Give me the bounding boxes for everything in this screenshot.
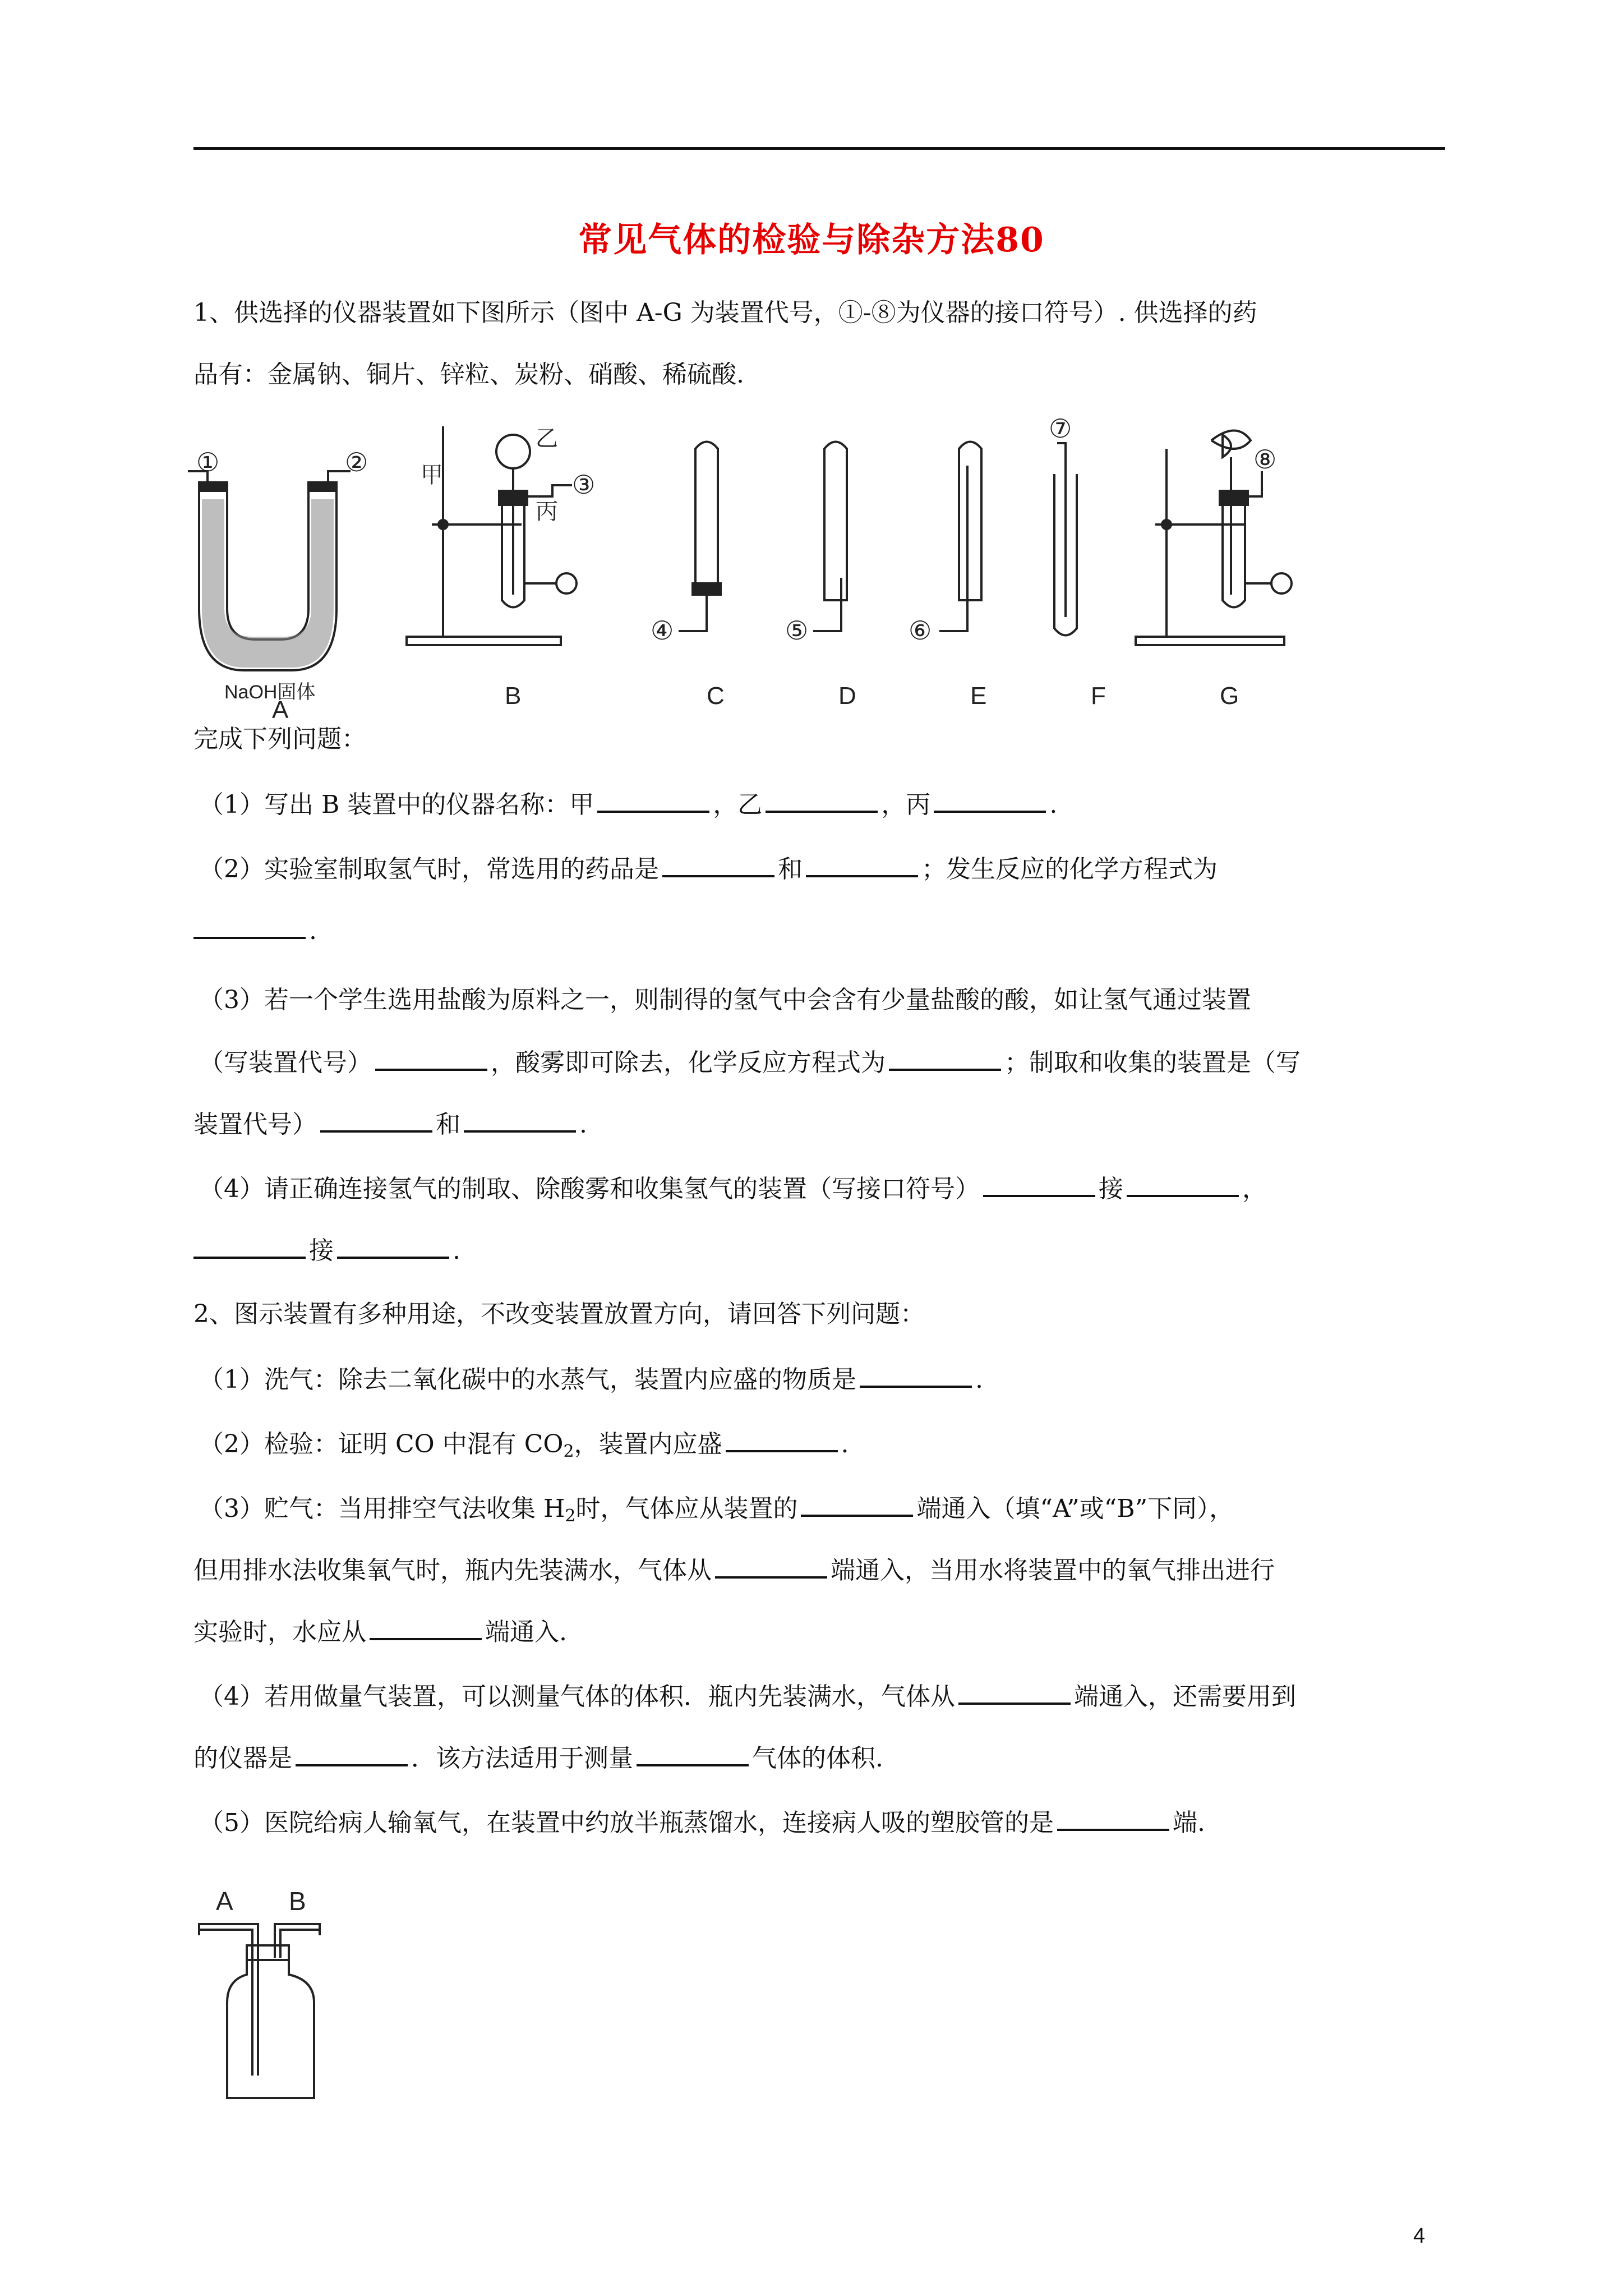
label-c: C: [707, 682, 725, 710]
blank-equation-1[interactable]: [193, 914, 306, 939]
label-a: A: [272, 696, 289, 718]
apparatus-a-u-tube: [188, 471, 351, 670]
port-7: ⑦: [1049, 415, 1072, 443]
gas-bottle-figure: [193, 1885, 339, 2109]
label-d: D: [838, 682, 856, 710]
blank-q2-4a[interactable]: [958, 1680, 1071, 1705]
blank-q2-4c[interactable]: [637, 1742, 749, 1766]
blank-port-3[interactable]: [193, 1234, 306, 1259]
co2-subscript: 2: [563, 1442, 574, 1461]
q2-part5-text-b: 端.: [1173, 1809, 1205, 1837]
q2-part3-line2: [193, 1554, 1445, 1586]
apparatus-e-tube: [939, 442, 981, 632]
q2-part5: [199, 1806, 1451, 1839]
apparatus-b-stand: [407, 426, 577, 645]
q1-part3-text-e: 和: [436, 1110, 460, 1139]
q1-part1-text-c: ，丙: [881, 790, 931, 819]
q2-part2-text-a: （2）检验：证明 CO 中混有 CO: [199, 1430, 564, 1458]
blank-device[interactable]: [375, 1046, 487, 1071]
apparatus-figure: [185, 415, 1295, 718]
q2-part5-text-a: （5）医院给病人输氧气，在装置中约放半瓶蒸馏水，连接病人吸的塑胶管的是: [199, 1809, 1054, 1837]
q1-part2-text-a: （2）实验室制取氢气时，常选用的药品是: [199, 855, 659, 884]
q2-part4-line1: [199, 1680, 1451, 1713]
q1-part4-text-b: 接: [1099, 1175, 1123, 1203]
q1-part3-text-d: 装置代号）: [193, 1110, 317, 1139]
q1-part1-text-d: .: [1049, 790, 1058, 819]
q1-part2-end: .: [309, 917, 317, 945]
q2-part2: [199, 1428, 1451, 1467]
blank-port-4[interactable]: [337, 1234, 449, 1259]
bottle-label-a: A: [216, 1887, 233, 1916]
label-g: G: [1220, 682, 1239, 710]
apparatus-c-tube: [679, 442, 721, 632]
q1-part3-line1: （3）若一个学生选用盐酸为原料之一，则制得的氢气中会含有少量盐酸的酸，如让氢气通过装置: [199, 986, 1251, 1014]
q2-part1-text-b: .: [975, 1365, 983, 1394]
blank-collect-device[interactable]: [464, 1108, 576, 1133]
q2-part3-line3: [193, 1616, 1445, 1648]
q1-part2-text-c: ；发生反应的化学方程式为: [921, 855, 1218, 884]
q2-part3-text-c: 端通入（填“A”或“B”下同），: [916, 1494, 1234, 1523]
q2-part4-text-d: ．该方法适用于测量: [411, 1744, 633, 1773]
blank-port-2[interactable]: [1127, 1172, 1239, 1197]
q1-part2-text-b: 和: [778, 855, 803, 884]
q1-line1: 1、供选择的仪器装置如下图所示（图中 A-G 为装置代号，①-⑧为仪器的接口符号）. 供选择的药: [193, 298, 1257, 327]
part-jia: 甲: [421, 463, 443, 487]
q2-part1: [199, 1363, 1451, 1396]
blank-make-device[interactable]: [320, 1108, 432, 1133]
port-3: ③: [572, 470, 596, 499]
q2-part2-text-c: .: [841, 1430, 849, 1458]
apparatus-d-tube: [813, 442, 847, 632]
page-title: 常见气体的检验与除杂方法80: [578, 220, 1045, 260]
port-1: ①: [196, 448, 220, 477]
q2-part4-text-e: 气体的体积.: [752, 1744, 883, 1773]
port-5: ⑤: [785, 616, 809, 645]
port-6: ⑥: [909, 616, 932, 645]
q2-part3-text-d: 但用排水法收集氧气时，瓶内先装满水，气体从: [193, 1556, 712, 1585]
q1-part2-cont: [193, 914, 1445, 947]
q1-part3-line2: [199, 1046, 1451, 1079]
q1-part1: [199, 788, 1451, 821]
blank-equation-2[interactable]: [889, 1046, 1001, 1071]
q2-part3-line1: [199, 1492, 1451, 1532]
blank-q2-3b[interactable]: [715, 1554, 827, 1579]
q2-part3-text-a: （3）贮气：当用排空气法收集 H: [199, 1494, 565, 1523]
q2-part2-text-b: ，装置内应盛: [574, 1430, 722, 1458]
blank-q2-3c[interactable]: [370, 1616, 482, 1640]
q2-part4-text-c: 的仪器是: [193, 1744, 292, 1773]
port-2: ②: [345, 448, 368, 477]
blank-q2-2[interactable]: [726, 1428, 838, 1452]
blank-q2-1[interactable]: [860, 1363, 972, 1388]
apparatus-f-tube: [1054, 443, 1077, 636]
bottle-label-b: B: [289, 1887, 306, 1916]
q2-line1: 2、图示装置有多种用途，不改变装置放置方向，请回答下列问题：: [193, 1300, 925, 1328]
q1-line2: 品有：金属钠、铜片、锌粒、炭粉、硝酸、稀硫酸.: [193, 360, 744, 389]
blank-reagent-1[interactable]: [662, 853, 774, 877]
q1-part4-text-e: .: [453, 1236, 460, 1265]
q1-part4-line2: [193, 1234, 1445, 1267]
q1-part2: [199, 853, 1451, 885]
q1-part3-line3: [193, 1108, 1445, 1140]
q1-part4-line1: [199, 1172, 1451, 1205]
q2-part1-text-a: （1）洗气：除去二氧化碳中的水蒸气，装置内应盛的物质是: [199, 1365, 856, 1394]
q1-part4-text-c: ，: [1242, 1175, 1267, 1203]
blank-port-1[interactable]: [983, 1172, 1095, 1197]
q1-part3-text-b: ，酸雾即可除去，化学反应方程式为: [491, 1048, 886, 1077]
label-e: E: [970, 682, 987, 710]
port-4: ④: [651, 616, 674, 645]
q2-part3-text-g: 端通入.: [485, 1618, 567, 1646]
q2-part4-text-b: 端通入，还需要用到: [1074, 1682, 1296, 1711]
blank-yi[interactable]: [766, 788, 878, 813]
blank-q2-4b[interactable]: [296, 1742, 408, 1766]
q2-part3-text-f: 实验时，水应从: [193, 1618, 366, 1646]
q2-part3-text-b: 时，气体应从装置的: [575, 1494, 798, 1523]
q1-intro: 完成下列问题：: [193, 725, 366, 753]
h2-subscript: 2: [565, 1506, 576, 1526]
q1-part1-text-b: ，乙: [713, 790, 763, 819]
naoh-label: NaOH固体: [224, 682, 316, 703]
q1-part3-text-c: ；制取和收集的装置是（写: [1004, 1048, 1301, 1077]
q2-part4-text-a: （4）若用做量气装置，可以测量气体的体积．瓶内先装满水，气体从: [199, 1682, 955, 1711]
header-rule: [193, 147, 1445, 150]
blank-q2-5[interactable]: [1057, 1806, 1169, 1831]
q1-part3-text-f: .: [579, 1110, 587, 1139]
page-number: 4: [1413, 2224, 1426, 2248]
label-f: F: [1091, 682, 1106, 710]
q1-part4-text-a: （4）请正确连接氢气的制取、除酸雾和收集氢气的装置（写接口符号）: [199, 1175, 980, 1203]
blank-bing[interactable]: [934, 788, 1046, 813]
q2-part3-text-e: 端通入，当用水将装置中的氧气排出进行: [831, 1556, 1275, 1585]
q2-part4-line2: [193, 1742, 1445, 1774]
blank-jia[interactable]: [597, 788, 709, 813]
port-8: ⑧: [1253, 445, 1277, 474]
blank-q2-3a[interactable]: [801, 1492, 913, 1517]
label-b: B: [505, 682, 522, 710]
part-bing: 丙: [536, 499, 558, 524]
q1-part3-text-a: （写装置代号）: [199, 1048, 372, 1077]
blank-reagent-2[interactable]: [806, 853, 918, 877]
q1-part1-text-a: （1）写出 B 装置中的仪器名称：甲: [199, 790, 594, 819]
part-yi: 乙: [536, 426, 558, 451]
q1-part4-text-d: 接: [309, 1236, 334, 1265]
